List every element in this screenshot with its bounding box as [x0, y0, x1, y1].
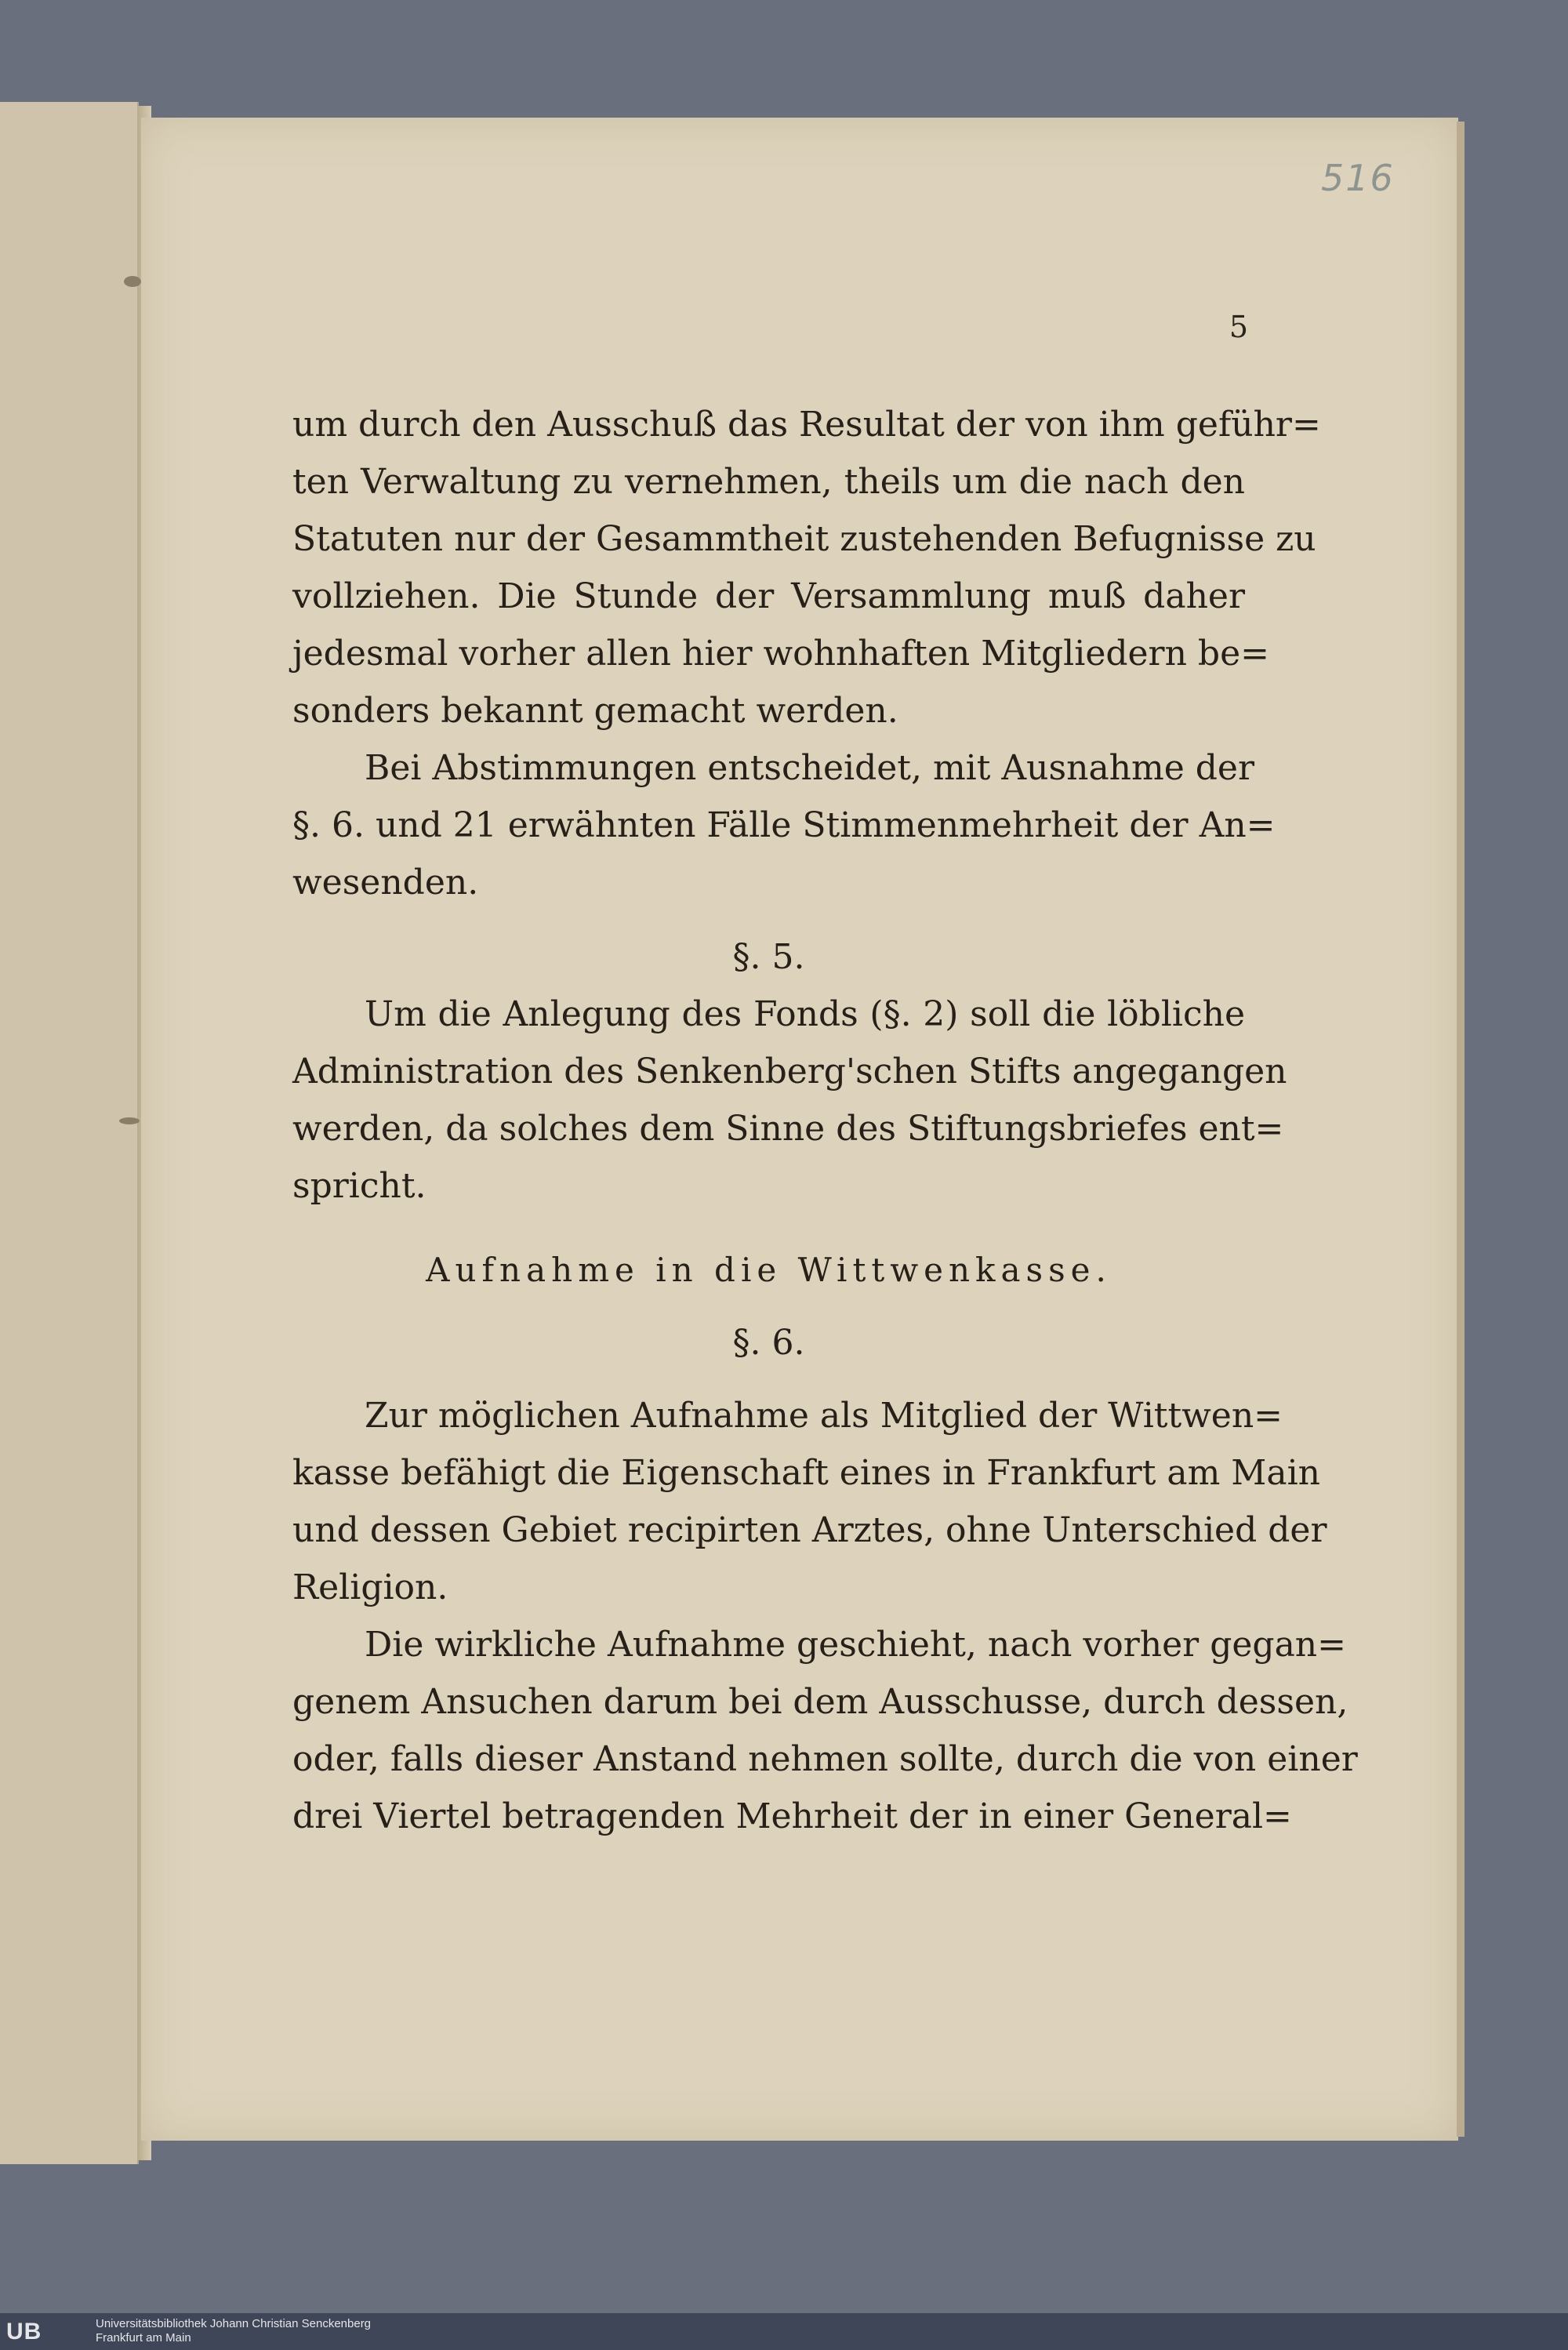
- text-line: wesenden.: [292, 863, 479, 903]
- text-line: Administration des Senkenberg'schen Stifts angegangen: [292, 1052, 1287, 1091]
- text-line: genem Ansuchen darum bei dem Ausschusse, durch dessen,: [292, 1682, 1348, 1722]
- page-edge: [1457, 122, 1465, 2137]
- paragraph-eligibility: [292, 1387, 1327, 1616]
- chapter-subtitle: Aufnahme in die Wittwenkasse.: [426, 1251, 1112, 1289]
- library-logo: UB: [6, 2319, 42, 2345]
- library-city: Frankfurt am Main: [96, 2331, 191, 2345]
- paragraph-fund-investment: [292, 986, 1287, 1215]
- text-line: Religion.: [292, 1567, 448, 1607]
- text-line: ten Verwaltung zu vernehmen, theils um die nach den: [292, 462, 1245, 502]
- library-footer: [0, 2313, 1568, 2350]
- text-line: um durch den Ausschuß das Resultat der von ihm geführ=: [292, 405, 1321, 445]
- section-heading-6: §. 6.: [732, 1323, 805, 1363]
- text-line: vollziehen. Die Stunde der Versammlung muß daher: [292, 576, 1245, 616]
- text-line: Bei Abstimmungen entscheidet, mit Ausnahme der: [365, 748, 1254, 788]
- section-heading-5: §. 5.: [732, 937, 805, 977]
- text-line: Zur möglichen Aufnahme als Mitglied der Wittwen=: [365, 1396, 1283, 1436]
- text-line: drei Viertel betragenden Mehrheit der in einer General=: [292, 1796, 1292, 1836]
- library-credit: [96, 2317, 801, 2347]
- text-line: §. 6. und 21 erwähnten Fälle Stimmenmehrheit der An=: [292, 805, 1276, 845]
- text-line: sonders bekannt gemacht werden.: [292, 691, 898, 731]
- text-line: Statuten nur der Gesammtheit zustehenden Befugnisse zu: [292, 519, 1316, 559]
- page-body: [292, 396, 1358, 1949]
- text-line: werden, da solches dem Sinne des Stiftungsbriefes ent=: [292, 1109, 1284, 1149]
- text-line: und dessen Gebiet recipirten Arztes, ohne Unterschied der: [292, 1510, 1327, 1550]
- text-line: Um die Anlegung des Fonds (§. 2) soll die löbliche: [365, 994, 1245, 1034]
- text-line: Die wirkliche Aufnahme geschieht, nach vorher gegan=: [365, 1625, 1347, 1665]
- paragraph-continuation: [292, 396, 1321, 739]
- library-name: Universitätsbibliothek Johann Christian Senckenberg: [96, 2317, 372, 2330]
- text-line: kasse befähigt die Eigenschaft eines in Frankfurt am Main: [292, 1453, 1320, 1493]
- paragraph-admission: [292, 1616, 1358, 1845]
- facing-page: [0, 102, 139, 2164]
- binding-mark-middle: [119, 1117, 140, 1124]
- text-line: jedesmal vorher allen hier wohnhaften Mitgliedern be=: [292, 634, 1269, 674]
- binding-mark-top: [124, 276, 141, 287]
- paragraph-voting: [292, 739, 1276, 911]
- handwritten-folio-number: 516: [1321, 157, 1395, 199]
- text-line: oder, falls dieser Anstand nehmen sollte, durch die von einer: [292, 1739, 1358, 1779]
- page-number: 5: [1229, 310, 1249, 344]
- text-line: spricht.: [292, 1166, 426, 1206]
